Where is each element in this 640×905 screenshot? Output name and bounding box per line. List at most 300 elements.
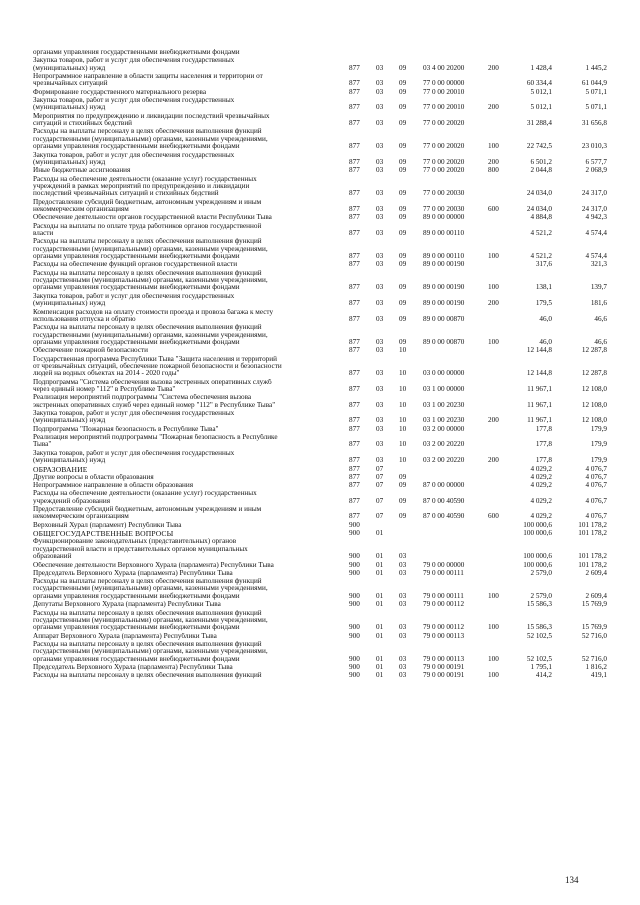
row-name-line: учреждений образования [33,496,111,505]
amount-year1: 414,2 [535,671,552,680]
row-name-line: (муниципальных) нужд [33,456,106,465]
code-subsection: 03 [399,568,407,577]
amount-year1: 179,5 [535,299,552,308]
code-subsection: 03 [399,663,407,671]
row-name-line: образований [33,552,72,561]
row-name-line: (муниципальных) нужд [33,157,106,166]
amount-year1: 5 012,1 [530,87,552,96]
code-section: 07 [376,512,384,521]
amount-year1: 100 000,6 [523,560,552,569]
code-expense-type: 100 [488,252,499,261]
amount-year1: 100 000,6 [523,552,552,561]
row-name-line: Реализация мероприятий подпрограммы "Система обеспечения вызова [33,394,252,402]
code-subsection: 09 [399,189,407,198]
row-name-line: органами управления государственными внебюджетными фондами [33,654,240,663]
amount-year1: 4 029,2 [530,496,552,505]
code-gov: 877 [349,103,360,112]
row-name [33,522,343,529]
row-name [33,570,343,577]
code-target: 03 2 00 20220 [423,456,465,465]
row-name-line: Расходы на выплаты персоналу в целях обеспечения выполнения функций [33,269,262,277]
amount-year2: 5 071,1 [585,87,607,96]
amount-year1: 4 521,2 [530,252,552,261]
code-section: 03 [376,424,384,433]
table-row [0,601,640,608]
row-name [33,57,343,72]
row-name [33,601,343,608]
amount-year1: 15 586,3 [526,623,552,632]
row-name [33,309,343,324]
code-target: 89 0 00 00000 [423,213,465,222]
code-subsection: 10 [399,369,407,378]
code-gov: 900 [349,631,360,640]
code-section: 01 [376,663,384,671]
row-name-line: Подпрограмма "Система обеспечения вызова экстренных оперативных служб [33,378,272,386]
code-section: 01 [376,591,384,600]
row-name-line: Тыва" [33,440,52,449]
amount-year1: 4 029,2 [530,472,552,481]
code-section: 01 [376,529,384,538]
code-section: 03 [376,416,384,425]
table-row [0,394,640,409]
code-section: 03 [376,87,384,96]
row-name-line: (муниципальных) нужд [33,299,106,308]
row-name-line: Закупка товаров, работ и услуг для обеспечения государственных [33,292,235,300]
code-target: 89 0 00 00110 [423,228,465,237]
table-row [0,152,640,167]
code-section: 03 [376,252,384,261]
code-target: 89 0 00 00870 [423,314,465,323]
code-gov: 877 [349,424,360,433]
code-subsection: 09 [399,142,407,151]
table-row [0,633,640,640]
row-name [33,633,343,640]
code-subsection: 09 [399,496,407,505]
code-target: 79 0 00 00000 [423,560,465,569]
amount-year2: 12 108,0 [581,385,607,394]
code-target: 89 0 00 00190 [423,260,465,269]
row-name-line: (муниципальных) нужд [33,63,106,72]
row-name-line: власти [33,228,54,237]
code-target: 03 1 00 20230 [423,416,465,425]
code-gov: 900 [349,591,360,600]
row-name-line: органами управления государственными внебюджетными фондами [33,283,240,292]
amount-year2: 4 076,7 [585,496,607,505]
row-name-line: Реализация мероприятий подпрограммы "Пожарная безопасность в Республике [33,434,278,442]
row-name-line: Обеспечение деятельности Верховного Хурала (парламента) Республики Тыва [33,561,274,569]
code-gov: 877 [349,440,360,449]
code-expense-type: 200 [488,456,499,465]
amount-year1: 11 967,1 [527,400,552,409]
code-expense-type: 200 [488,157,499,166]
code-subsection: 09 [399,252,407,261]
row-name-line: органами управления государственными внебюджетными фондами [33,142,240,151]
code-gov: 877 [349,496,360,505]
code-subsection: 03 [399,671,407,680]
row-name-line: государственными (муниципальными) органами, казенными учреждениями, [33,647,268,656]
code-gov: 877 [349,189,360,198]
row-name [33,474,343,481]
code-gov: 900 [349,560,360,569]
code-section: 03 [376,228,384,237]
table-row [0,538,640,560]
table-row [0,506,640,521]
row-name-line: Председатель Верховного Хурала (парламента) Республики Тыва [33,664,233,671]
amount-year1: 31 288,4 [526,119,552,128]
code-gov: 877 [349,119,360,128]
row-name [33,261,343,268]
amount-year1: 5 012,1 [530,103,552,112]
code-section: 07 [376,464,384,473]
amount-year2: 179,9 [590,424,607,433]
amount-year1: 4 884,8 [530,213,552,222]
code-section: 01 [376,552,384,561]
code-subsection: 09 [399,63,407,72]
amount-year2: 5 071,1 [585,103,607,112]
amount-year2: 15 769,9 [581,600,607,609]
amount-year1: 4 029,2 [530,464,552,473]
code-section: 01 [376,600,384,609]
code-section: 01 [376,568,384,577]
table-row [0,238,640,260]
amount-year2: 2 609,4 [585,568,607,577]
row-name-line: государственными (муниципальными) органами, казенными учреждениями, [33,615,268,624]
code-subsection: 10 [399,424,407,433]
row-name-line: учреждений в рамках мероприятий по предупреждению и ликвидации [33,181,250,190]
row-name-line: органами управления государственными внебюджетными фондами [33,623,240,632]
amount-year1: 2 579,0 [530,591,552,600]
amount-year2: 12 287,8 [581,346,607,355]
code-section: 07 [376,496,384,505]
amount-year1: 317,6 [535,260,552,269]
amount-year2: 12 287,8 [581,369,607,378]
amount-year2: 12 108,0 [581,416,607,425]
table-row [0,324,640,346]
code-gov: 877 [349,228,360,237]
code-subsection: 03 [399,560,407,569]
amount-year1: 177,8 [535,424,552,433]
table-row [0,199,640,214]
amount-year2: 4 942,3 [585,213,607,222]
amount-year2: 4 076,7 [585,481,607,490]
amount-year1: 1 428,4 [530,63,552,72]
amount-year2: 12 108,0 [581,400,607,409]
row-name [33,466,343,473]
code-section: 03 [376,400,384,409]
code-gov: 877 [349,87,360,96]
row-name-line: органами управления государственными внебюджетными фондами [33,591,240,600]
row-name [33,538,343,560]
code-gov: 877 [349,166,360,175]
code-gov: 877 [349,464,360,473]
code-target: 79 0 00 00112 [423,600,465,609]
row-name-line: Расходы на выплаты персоналу в целях обеспечения выполнения функций [33,640,262,648]
code-expense-type: 100 [488,623,499,632]
code-subsection: 09 [399,260,407,269]
table-row [0,610,640,632]
amount-year1: 177,8 [535,440,552,449]
row-name-line: Непрограммное направление в области защиты населения и территории от [33,73,263,80]
code-subsection: 09 [399,166,407,175]
code-gov: 900 [349,529,360,538]
code-gov: 877 [349,337,360,346]
code-target: 79 0 00 00111 [423,568,464,577]
code-subsection: 03 [399,600,407,609]
table-row [0,309,640,324]
table-row [0,167,640,174]
code-section: 01 [376,671,384,680]
amount-year2: 179,9 [590,440,607,449]
code-gov: 900 [349,600,360,609]
table-row [0,522,640,529]
amount-year1: 12 144,8 [526,346,552,355]
row-name [33,89,343,96]
code-section: 03 [376,189,384,198]
amount-year2: 2 068,9 [585,166,607,175]
row-name-line: Расходы на обеспечение функций органов государственной власти [33,261,238,269]
row-name-line: Мероприятия по предупреждению и ликвидации последствий чрезвычайных [33,112,270,120]
code-subsection: 10 [399,456,407,465]
code-subsection: 09 [399,228,407,237]
table-row [0,214,640,221]
code-gov: 877 [349,512,360,521]
amount-year2: 101 178,2 [578,520,607,529]
amount-year2: 139,7 [590,283,607,292]
code-target: 87 0 00 40590 [423,512,465,521]
amount-year1: 46,0 [539,337,552,346]
row-name [33,113,343,128]
amount-year1: 2 044,8 [530,166,552,175]
row-name [33,664,343,671]
amount-year2: 4 076,7 [585,512,607,521]
row-name-line: органами управления государственными внебюджетными фондами [33,49,240,56]
row-name-line: через единый номер "112" в Республике Тыва" [33,385,176,394]
amount-year1: 2 579,0 [530,568,552,577]
code-expense-type: 100 [488,671,499,680]
amount-year1: 15 586,3 [526,600,552,609]
table-row [0,49,640,56]
code-subsection: 09 [399,472,407,481]
row-name-line: Закупка товаров, работ и услуг для обеспечения государственных [33,410,235,418]
row-name [33,356,343,378]
code-target: 79 0 00 00113 [423,631,465,640]
code-gov: 877 [349,400,360,409]
code-section: 07 [376,481,384,490]
amount-year2: 24 317,0 [581,204,607,213]
row-name [33,238,343,260]
code-expense-type: 600 [488,512,499,521]
table-row [0,450,640,465]
amount-year1: 100 000,6 [523,529,552,538]
code-target: 77 0 00 20010 [423,87,465,96]
amount-year1: 24 034,0 [526,189,552,198]
code-subsection: 10 [399,400,407,409]
code-subsection: 10 [399,440,407,449]
table-row [0,410,640,425]
code-subsection: 09 [399,314,407,323]
code-subsection: 09 [399,481,407,490]
amount-year1: 12 144,8 [526,369,552,378]
row-name [33,379,343,394]
code-gov: 877 [349,260,360,269]
amount-year1: 100 000,6 [523,520,552,529]
amount-year1: 11 967,1 [527,416,552,425]
row-name-line: Расходы на выплаты персоналу в целях обеспечения выполнения функций [33,578,262,586]
code-target: 89 0 00 00870 [423,337,465,346]
amount-year2: 24 317,0 [581,189,607,198]
table-row [0,482,640,489]
row-name [33,324,343,346]
code-subsection: 03 [399,591,407,600]
amount-year2: 46,6 [594,314,607,323]
row-name-line: Предоставление субсидий бюджетным, автономным учреждениям и иным [33,506,262,514]
code-gov: 877 [349,314,360,323]
code-expense-type: 800 [488,166,499,175]
code-section: 03 [376,142,384,151]
row-name-line: от чрезвычайных ситуаций, обеспечение пожарной безопасности и безопасности [33,361,282,370]
code-target: 77 0 00 20030 [423,204,465,213]
amount-year2: 419,1 [590,671,607,680]
code-gov: 877 [349,157,360,166]
table-row [0,356,640,378]
code-section: 03 [376,337,384,346]
code-section: 03 [376,369,384,378]
table-row [0,261,640,268]
code-target: 87 0 00 40590 [423,496,465,505]
code-subsection: 03 [399,552,407,561]
code-gov: 877 [349,63,360,72]
code-target: 77 0 00 20020 [423,119,465,128]
code-expense-type: 200 [488,416,499,425]
code-expense-type: 100 [488,142,499,151]
amount-year2: 6 577,7 [585,157,607,166]
code-target: 79 0 00 00113 [423,654,465,663]
code-subsection: 09 [399,119,407,128]
row-name-line: людей на водных объектах на 2014 - 2020 годы" [33,369,180,378]
code-gov: 877 [349,472,360,481]
table-row [0,434,640,449]
code-subsection: 03 [399,623,407,632]
row-name-line: Расходы на выплаты персоналу в целях обеспечения выполнения функций [33,324,262,332]
row-name-line: (муниципальных) нужд [33,416,106,425]
amount-year1: 138,1 [535,283,552,292]
row-name-line: Государственная программа Республики Тыва "Защита населения и территорий [33,355,277,363]
code-gov: 877 [349,283,360,292]
row-name [33,394,343,409]
table-row [0,347,640,354]
row-name [33,530,343,537]
amount-year1: 24 034,0 [526,204,552,213]
code-subsection: 09 [399,283,407,292]
table-row [0,466,640,473]
amount-year2: 101 178,2 [578,560,607,569]
code-gov: 900 [349,654,360,663]
code-subsection: 09 [399,103,407,112]
row-name [33,672,343,679]
row-name-line: Верховный Хурал (парламент) Республики Тыва [33,521,182,529]
row-name-line: некоммерческим организациям [33,204,129,213]
amount-year1: 4 029,2 [530,481,552,490]
amount-year1: 52 102,5 [526,654,552,663]
code-section: 03 [376,456,384,465]
row-name-line: государственными (муниципальными) органами, казенными учреждениями, [33,276,268,285]
row-name [33,434,343,449]
code-gov: 877 [349,481,360,490]
row-name [33,641,343,663]
amount-year2: 15 769,9 [581,623,607,632]
row-name [33,49,343,56]
code-gov: 900 [349,520,360,529]
row-name-line: Иные бюджетные ассигнования [33,167,131,175]
table-row [0,73,640,88]
amount-year2: 52 716,0 [581,654,607,663]
row-name-line: Расходы на выплаты персоналу в целях обеспечения выполнения функций [33,609,262,617]
row-name-line: государственными (муниципальными) органами, казенными учреждениями, [33,134,268,143]
row-name-line: последствий чрезвычайных ситуаций и стихийных бедствий [33,189,219,198]
code-section: 07 [376,472,384,481]
code-section: 03 [376,103,384,112]
row-name-line: экстренных оперативных служб через единый номер "112" в Республике Тыва" [33,400,276,409]
code-section: 03 [376,119,384,128]
amount-year1: 52 102,5 [526,631,552,640]
row-name [33,450,343,465]
code-section: 03 [376,79,384,88]
code-target: 89 0 00 00190 [423,283,465,292]
row-name [33,506,343,521]
table-row [0,293,640,308]
row-name-line: Непрограммное направление в области образования [33,482,194,490]
table-row [0,89,640,96]
row-name-line: Расходы на выплаты персоналу в целях обеспечения выполнения функций [33,128,262,136]
row-name [33,482,343,489]
row-name-line: Расходы на выплаты персоналу в целях обеспечения выполнения функций [33,672,262,680]
code-target: 79 0 00 00112 [423,623,465,632]
row-name-line: государственными (муниципальными) органами, казенными учреждениями, [33,330,268,339]
code-section: 03 [376,299,384,308]
row-name [33,293,343,308]
row-name-line: Предоставление субсидий бюджетным, автономным учреждениям и иным [33,198,262,206]
amount-year1: 4 521,2 [530,228,552,237]
code-gov: 877 [349,252,360,261]
row-name [33,426,343,433]
code-subsection: 09 [399,213,407,222]
code-subsection: 09 [399,157,407,166]
code-gov: 877 [349,416,360,425]
code-expense-type: 100 [488,591,499,600]
row-name [33,410,343,425]
code-section: 01 [376,623,384,632]
amount-year2: 2 609,4 [585,591,607,600]
code-target: 03 2 00 00000 [423,424,465,433]
code-section: 03 [376,213,384,222]
table-row [0,664,640,671]
amount-year2: 1 816,2 [585,663,607,671]
code-subsection: 10 [399,416,407,425]
row-name-line: Функционирование законодательных (представительных) органов [33,538,237,546]
code-target: 03 1 00 20230 [423,400,465,409]
row-name-line: Расходы на выплаты персоналу в целях обеспечения выполнения функций [33,238,262,246]
code-expense-type: 200 [488,63,499,72]
amount-year2: 101 178,2 [578,529,607,538]
amount-year1: 46,0 [539,314,552,323]
code-section: 03 [376,440,384,449]
table-row [0,128,640,150]
table-row [0,474,640,481]
code-gov: 900 [349,568,360,577]
code-target: 89 0 00 00110 [423,252,465,261]
code-section: 03 [376,204,384,213]
code-gov: 900 [349,552,360,561]
